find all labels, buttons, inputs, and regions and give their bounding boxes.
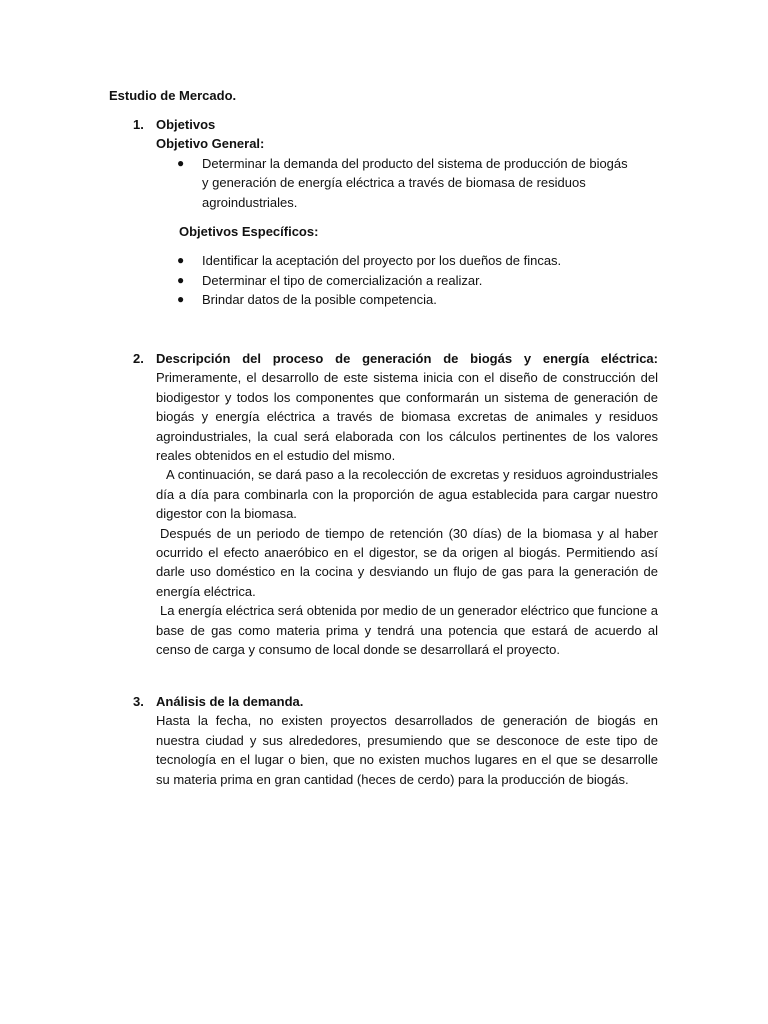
section-body — [156, 692, 658, 789]
section-heading: Análisis de la demanda. — [156, 694, 304, 709]
paragraph: La energía eléctrica será obtenida por medio de un generador eléctrico que funcione a base de gas como materia prima y tendrá una potencia que estará de acuerdo al censo de carga y consumo de local donde se desarrollará el proyecto. — [156, 603, 658, 658]
specific-objectives-list — [156, 251, 658, 309]
document-title: Estudio de Mercado. — [109, 88, 237, 103]
bullet-icon: ● — [177, 292, 185, 307]
list-item — [156, 290, 658, 309]
section-body — [156, 115, 658, 310]
general-objective-list — [156, 154, 632, 212]
bullet-icon: ● — [177, 155, 185, 170]
section-number: 2. — [133, 351, 144, 366]
section-number: 1. — [133, 117, 144, 132]
list-item — [156, 271, 658, 290]
section-heading: Objetivos — [156, 117, 216, 132]
section-body — [156, 349, 658, 660]
list-item-text: Brindar datos de la posible competencia. — [202, 292, 437, 308]
list-item-text: Determinar la demanda del producto del sistema de producción de biogás y generación de energía eléctrica a través de biomasa de residuos agroindustriales. — [202, 155, 628, 210]
general-objective-heading: Objetivo General: — [156, 136, 265, 152]
specific-objectives-heading: Objetivos Específicos: — [179, 224, 319, 240]
paragraph: A continuación, se dará paso a la recolección de excretas y residuos agroindustriales día a día para combinarla con la proporción de agua establecida para cargar nuestro digestor con la biomasa. — [156, 467, 658, 522]
bullet-icon: ● — [177, 253, 185, 268]
list-item — [156, 154, 632, 212]
list-item-text: Identificar la aceptación del proyecto por los dueños de fincas. — [202, 253, 562, 269]
list-item-text: Determinar el tipo de comercialización a realizar. — [202, 272, 483, 288]
paragraph: Hasta la fecha, no existen proyectos desarrollados de generación de biogás en nuestra ciudad y sus alrededores, presumiendo que se desconoce de este tipo de tecnología en el lugar o bien, que no existen muchos lugares en el que se desarrolle su materia prima en gran cantidad (heces de cerdo) para la producción de biogás. — [156, 713, 658, 787]
bullet-icon: ● — [177, 272, 185, 287]
paragraph: Después de un periodo de tiempo de retención (30 días) de la biomasa y al haber ocurrido el efecto anaeróbico en el digestor, se da origen al biogás. Permitiendo así darle uso doméstico en la cocina y desviando un flujo de gas para la generación de energía eléctrica. — [156, 525, 658, 599]
section-heading: Descripción del proceso de generación de biogás y energía eléctrica: — [156, 351, 658, 366]
list-item — [156, 251, 658, 270]
paragraph: Primeramente, el desarrollo de este sistema inicia con el diseño de construcción del biodigestor y todos los componentes que conformarán un sistema de generación de biogás y energía eléctrica a través de biomasa excretas de animales y residuos agroindustriales, la cual será elaborada con los cálculos pertinentes de los valores reales obtenidos en el estudio del mismo. — [156, 370, 658, 464]
section-number: 3. — [133, 694, 144, 709]
